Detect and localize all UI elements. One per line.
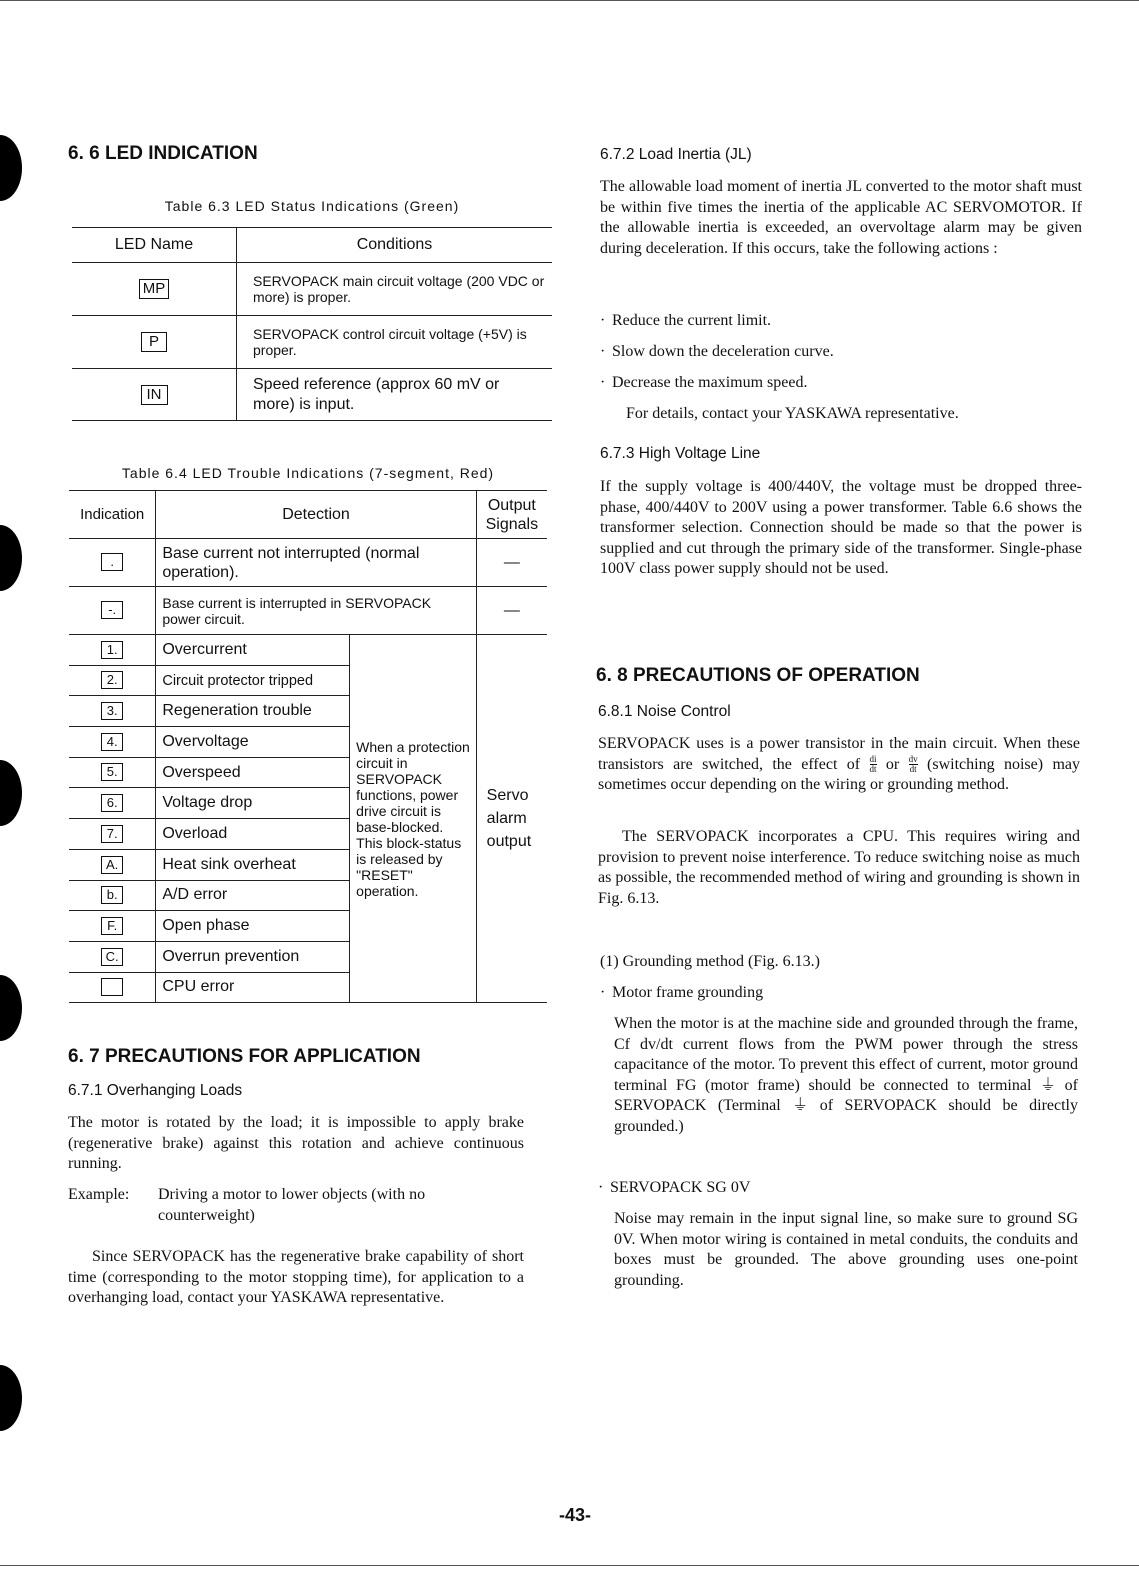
table-row: [69, 539, 547, 587]
seven-segment-indicator: 4.: [101, 733, 123, 751]
table-row: [72, 369, 552, 421]
detection-cell: Circuit protector tripped: [156, 665, 350, 696]
overhanging-paragraph: The motor is rotated by the load; it is impossible to apply brake (regenerative brake) against this rotation and achieve continuous running.: [68, 1114, 524, 1173]
section-6-8-1-title: 6.8.1 Noise Control: [598, 703, 731, 720]
condition-cell: SERVOPACK control circuit voltage (+5V) is proper.: [237, 316, 553, 369]
motor-frame-bullet: · Motor frame grounding: [600, 984, 764, 1001]
detection-cell: Voltage drop: [156, 788, 350, 819]
punch-hole: [0, 525, 22, 591]
seven-segment-indicator: 1.: [101, 641, 123, 659]
seven-segment-indicator: C.: [101, 948, 123, 966]
table-row: [69, 635, 547, 666]
seven-segment-indicator: A.: [101, 856, 123, 874]
header-conditions: Conditions: [237, 228, 553, 263]
load-inertia-bullet: · Reduce the current limit.: [600, 312, 772, 329]
dv-dt-fraction: $\frac{dv}{dt}$: [908, 754, 918, 775]
motor-frame-paragraph: When the motor is at the machine side and grounded through the frame, Cf dv/dt current flows from the PWM power through the stress capacitance of the motor. To prevent this effect of current, motor ground terminal FG (motor frame) should be connected to terminal ⏚ of SERVOPACK (Terminal ⏚ of SERVOPACK should be directly grounded.): [614, 1015, 1078, 1135]
detection-cell: Open phase: [156, 911, 350, 942]
seven-segment-indicator: [101, 978, 123, 996]
detection-cell: Overload: [156, 819, 350, 850]
load-inertia-bullet: · Decrease the maximum speed.: [600, 374, 808, 391]
led-label-in: IN: [141, 385, 168, 405]
punch-hole: [0, 975, 22, 1041]
led-label-p: P: [141, 332, 167, 352]
seven-segment-indicator: .: [101, 553, 123, 571]
condition-cell: Speed reference (approx 60 mV or more) is input.: [237, 369, 553, 421]
detection-cell: Heat sink overheat: [156, 849, 350, 880]
example-label: Example:: [68, 1186, 130, 1203]
seven-segment-indicator: F.: [101, 917, 123, 935]
detection-cell: Overrun prevention: [156, 941, 350, 972]
regenerative-paragraph: Since SERVOPACK has the regenerative brake capability of short time (corresponding to the motor stopping time), for application to a overhanging load, contact your YASKAWA representative.: [68, 1248, 524, 1307]
section-6-7-title: 6. 7 PRECAUTIONS FOR APPLICATION: [68, 1046, 421, 1067]
punch-hole: [0, 1365, 22, 1431]
seven-segment-indicator: 5.: [101, 763, 123, 781]
section-6-8-title: 6. 8 PRECAUTIONS OF OPERATION: [596, 665, 920, 686]
table-row: [72, 316, 552, 369]
load-inertia-paragraph: The allowable load moment of inertia JL converted to the motor shaft must be within five times the inertia of the applicable AC SERVOMOTOR. If the allowable inertia is exceeded, an overvoltage alarm may be given during deceleration. If this occurs, take the following actions :: [600, 178, 1082, 257]
punch-hole: [0, 135, 22, 201]
led-label-mp: MP: [139, 279, 170, 299]
punch-hole: [0, 760, 22, 826]
header-output-signals: Output Signals: [476, 491, 547, 539]
seven-segment-indicator: b.: [101, 886, 123, 904]
scan-top-edge: [0, 0, 1139, 1]
table-header-row: [69, 491, 547, 539]
table-6-3-caption: Table 6.3 LED Status Indications (Green): [164, 198, 460, 214]
seven-segment-indicator: 3.: [101, 702, 123, 720]
led-trouble-table: [69, 490, 547, 1003]
table-header-row: [72, 228, 552, 263]
seven-segment-indicator: 6.: [101, 794, 123, 812]
contact-note: For details, contact your YASKAWA representative.: [626, 405, 959, 422]
example-text: Driving a motor to lower objects (with no counterweight): [158, 1186, 426, 1224]
cpu-paragraph: The SERVOPACK incorporates a CPU. This requires wiring and provision to prevent noise interference. To reduce switching noise as much as possible, the recommended method of wiring and grounding is shown in Fig. 6.13.: [598, 828, 1080, 907]
condition-cell: SERVOPACK main circuit voltage (200 VDC or more) is proper.: [237, 263, 553, 316]
di-dt-fraction: $\frac{di}{dt}$: [869, 754, 877, 775]
table-row: [69, 587, 547, 635]
high-voltage-paragraph: If the supply voltage is 400/440V, the voltage must be dropped three-phase, 400/440V to 200V using a power transformer. Table 6.6 shows the transformer selection. Connection should be made so that the power is supplied and cut through the primary side of the transformer. Single-phase 100V class power supply should not be used.: [600, 478, 1082, 578]
scan-bottom-edge: [0, 1565, 1139, 1566]
table-row: [72, 263, 552, 316]
detection-cell: Overvoltage: [156, 727, 350, 758]
seven-segment-indicator: 7.: [101, 825, 123, 843]
seven-segment-indicator: -.: [101, 601, 123, 619]
noise-paragraph: SERVOPACK uses is a power transistor in the main circuit. When these transistors are switched, the effect of $\frac{di}{dt}$ or $\frac{dv}{dt}$ (switching noise) may sometimes occur depending on the wiring or grounding method.: [598, 735, 1081, 794]
section-6-7-2-title: 6.7.2 Load Inertia (JL): [600, 146, 752, 163]
seven-segment-indicator: 2.: [101, 671, 123, 689]
sg-bullet: · SERVOPACK SG 0V: [598, 1179, 751, 1196]
section-6-7-1-title: 6.7.1 Overhanging Loads: [68, 1082, 243, 1099]
output-cell: —: [476, 539, 547, 587]
detection-cell: Regeneration trouble: [156, 696, 350, 727]
detection-cell: CPU error: [156, 972, 350, 1003]
grounding-method-item: (1) Grounding method (Fig. 6.13.): [600, 953, 820, 970]
detection-cell: Overspeed: [156, 757, 350, 788]
output-cell: —: [476, 587, 547, 635]
header-indication: Indication: [69, 491, 156, 539]
load-inertia-bullet: · Slow down the deceleration curve.: [600, 343, 834, 360]
detection-cell: Base current is interrupted in SERVOPACK power circuit.: [156, 587, 476, 635]
section-6-6-title: 6. 6 LED INDICATION: [68, 143, 258, 164]
page-number: -43-: [558, 1505, 591, 1525]
protection-note: When a protection circuit in SERVOPACK functions, power drive circuit is base-blocked. This block-status is released by "RESET" operation.: [350, 635, 477, 1003]
servo-alarm-output: Servo alarm output: [476, 635, 547, 1003]
detection-cell: Base current not interrupted (normal operation).: [156, 539, 476, 587]
led-status-table: [72, 227, 552, 421]
detection-cell: Overcurrent: [156, 635, 350, 666]
section-6-7-3-title: 6.7.3 High Voltage Line: [600, 445, 761, 462]
table-6-4-caption: Table 6.4 LED Trouble Indications (7-segment, Red): [121, 465, 495, 481]
header-led-name: LED Name: [72, 228, 237, 263]
detection-cell: A/D error: [156, 880, 350, 911]
header-detection: Detection: [156, 491, 476, 539]
sg-paragraph: Noise may remain in the input signal line, so make sure to ground SG 0V. When motor wiring is contained in metal conduits, the conduits and boxes must be grounded. The above grounding uses one-point grounding.: [614, 1210, 1078, 1289]
